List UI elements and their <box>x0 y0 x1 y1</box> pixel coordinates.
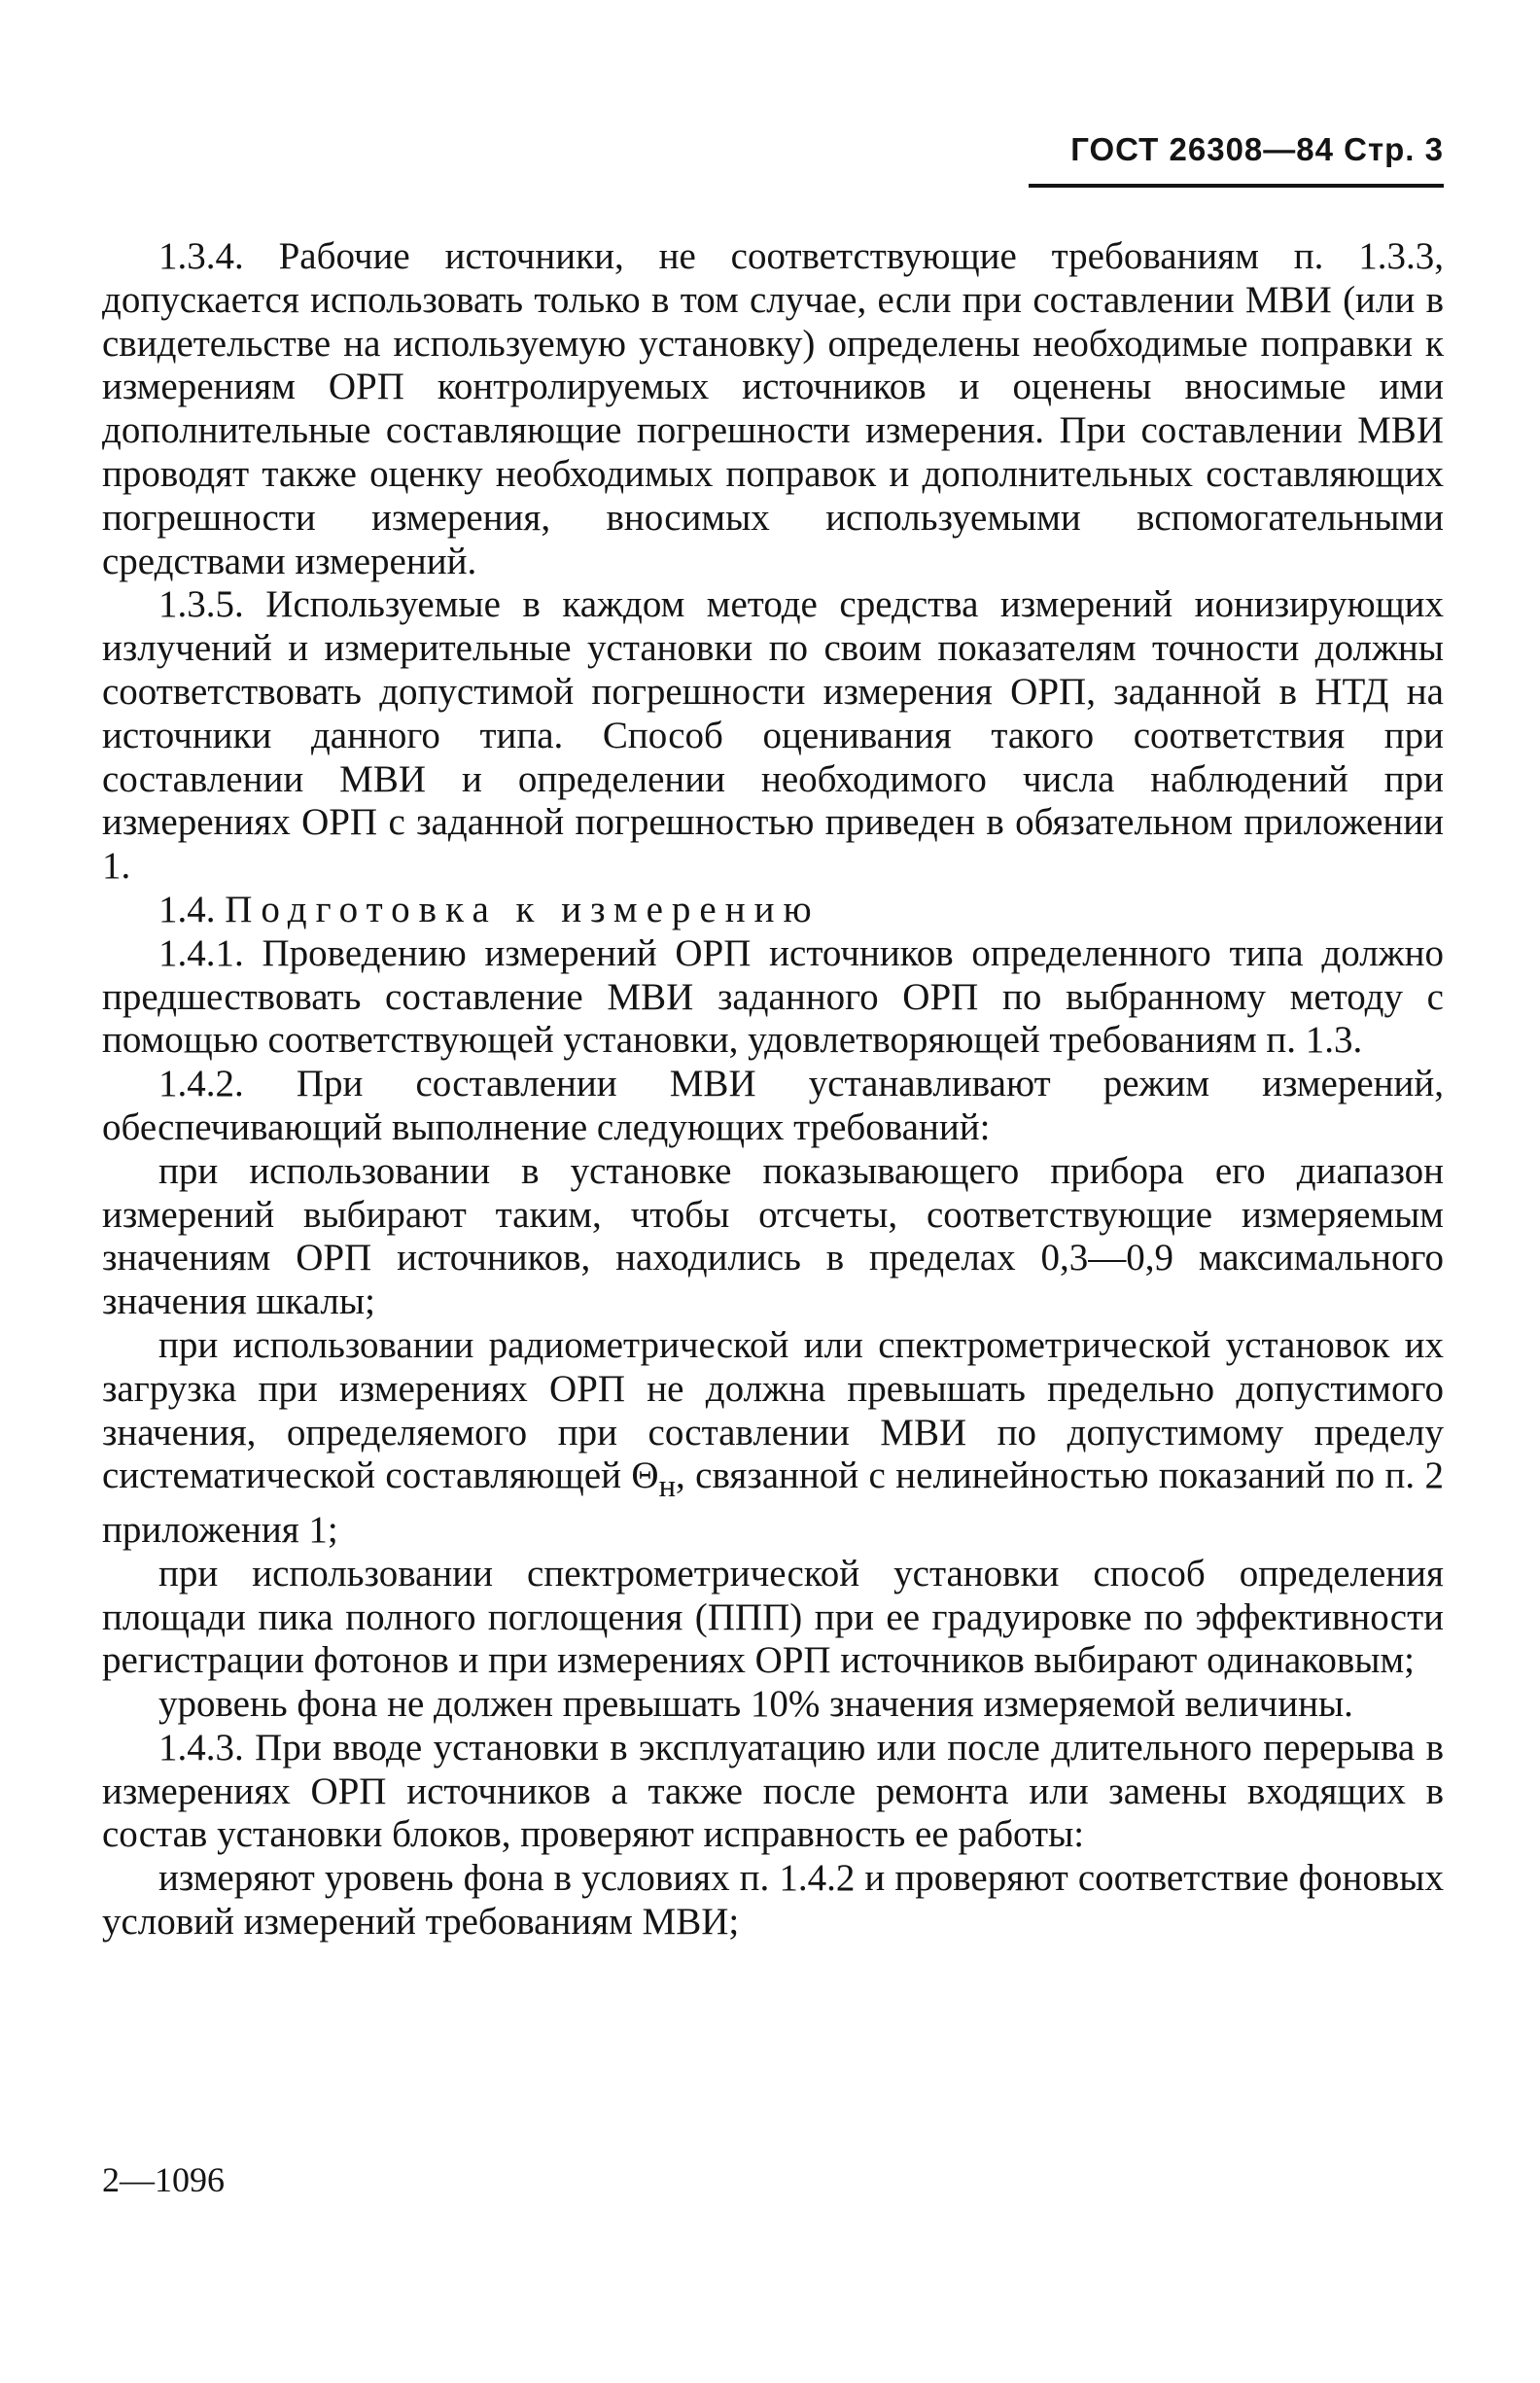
page-label: Стр. 3 <box>1344 131 1444 167</box>
load-limit-text-start: при использовании радиометрической или спектрометрической установок их загрузка при измерениях ОРП не должна превышать предельно допустимого значения, определяемого при составлении МВИ по допустимому пределу систематической составляющей <box>102 1323 1444 1497</box>
paragraph-background-check: измеряют уровень фона в условиях п. 1.4.2 и проверяют соответствие фоновых условий измерений требованиям МВИ; <box>102 1857 1444 1944</box>
paragraph-1-3-4: 1.3.4. Рабочие источники, не соответствующие требованиям п. 1.3.3, допускается использовать только в том случае, если при составлении МВИ (или в свидетельстве на используемую установку) определены необходимые поправки к измерениям ОРП контролируемых источников и оценены вносимые ими дополнительные составляющие погрешности измерения. При составлении МВИ проводят также оценку необходимых поправок и дополнительных составляющих погрешности измерения, вносимых используемыми вспомогательными средствами измерений. <box>102 235 1444 582</box>
paragraph-background-level: уровень фона не должен превышать 10% значения измеряемой величины. <box>158 1683 1353 1726</box>
paragraph-peak-area: при использовании спектрометрической установки способ определения площади пика полного поглощения (ППП) при ее градуировке по эффективности регистрации фотонов и при измерениях ОРП источников выбирают одинаковым; <box>102 1552 1444 1682</box>
theta-symbol: Θ <box>631 1454 659 1497</box>
paragraph-1-4-2: 1.4.2. При составлении МВИ устанавливают режим измерений, обеспечивающий выполнение следующих требований: <box>102 1063 1444 1148</box>
page-footer-signature: 2—1096 <box>102 2160 225 2199</box>
theta-subscript: н <box>658 1469 676 1505</box>
section-title: Подготовка к измерению <box>225 888 821 930</box>
paragraph-1-3-5: 1.3.5. Используемые в каждом методе средства измерений ионизирующих излучений и измерительные установки по своим показателям точности должны соответствовать допустимой погрешности измерения ОРП, заданной в НТД на источники данного типа. Способ оценивания такого соответствия при составлении МВИ и определении необходимого числа наблюдений при измерениях ОРП с заданной погрешностью приведен в обязательном приложении 1. <box>102 583 1444 888</box>
standard-number: ГОСТ 26308—84 <box>1070 131 1334 167</box>
document-body <box>102 235 1444 1945</box>
paragraph-indicator-range: при использовании в установке показывающего прибора его диапазон измерений выбирают таким, чтобы отсчеты, соответствующие измеряемым значениям ОРП источников, находились в пределах 0,3—0,9 максимального значения шкалы; <box>102 1149 1444 1323</box>
header-rule <box>1029 184 1444 188</box>
section-number: 1.4. <box>158 888 216 930</box>
load-limit-text-end: , связанной с нелинейностью показаний по п. 2 приложения 1; <box>102 1454 1444 1551</box>
paragraph-load-limit <box>102 1324 1444 1553</box>
section-heading-1-4 <box>102 889 1444 932</box>
page-header <box>1031 128 1444 171</box>
paragraph-1-4-3: 1.4.3. При вводе установки в эксплуатацию или после длительного перерыва в измерениях ОРП источников а также после ремонта или замены входящих в состав установки блоков, проверяют исправность ее работы: <box>102 1726 1444 1856</box>
paragraph-1-4-1: 1.4.1. Проведению измерений ОРП источников определенного типа должно предшествовать составление МВИ заданного ОРП по выбранному методу с помощью соответствующей установки, удовлетворяющей требованиям п. 1.3. <box>102 931 1444 1062</box>
